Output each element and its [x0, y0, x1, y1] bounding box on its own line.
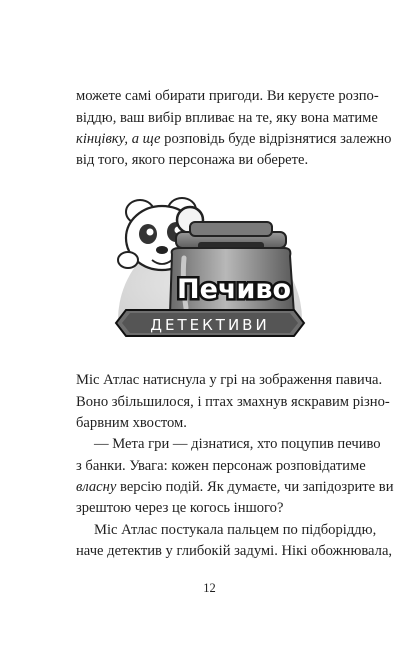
text-run: розповідь буде відрізнятися залежно [160, 131, 392, 147]
paragraph-1-line-1: можете самі обирати пригоди. Ви керуєте розпо- [76, 88, 379, 104]
text-run: версію подій. Як думаєте, чи запідозрите ви [116, 479, 394, 495]
paragraph-1-line-2: віддю, ваш вибір впливає на те, яку вона матиме [76, 110, 378, 126]
paragraph-1-line-3 [76, 129, 392, 149]
logo-word-cookie: Печиво [177, 274, 291, 305]
logo-word-detectives: ДЕТЕКТИВИ [150, 316, 270, 334]
italic-word-ending: кінцівку, [76, 131, 132, 147]
paragraph-1-line-4: від того, якого персонажа ви оберете. [76, 152, 309, 168]
italic-word: власну [76, 479, 117, 495]
paragraph-4-line-1: Міс Атлас постукала пальцем по підборіддю, [94, 522, 377, 538]
paragraph-2-line-3: барвним хвостом. [76, 415, 187, 431]
paragraph-3-line-3 [76, 477, 394, 497]
italic-phrase: а ще [131, 131, 161, 147]
paragraph-3-line-1: — Мета гри — дізнатися, хто поцупив печиво [94, 436, 381, 452]
paragraph-4-line-2: наче детектив у глибокій задумі. Нікі обожнювала, [76, 543, 393, 559]
page-number: 12 [203, 581, 216, 595]
cookie-detectives-logo [100, 180, 320, 348]
paragraph-2-line-2: Воно збільшилося, і птах змахнув яскравим різно- [76, 394, 390, 410]
paragraph-3-line-2: з банки. Увага: кожен персонаж розповідатиме [76, 458, 366, 474]
paragraph-3-line-4: зрештою через це когось іншого? [76, 500, 284, 516]
paragraph-2-line-1: Міс Атлас натиснула у грі на зображення павича. [76, 372, 383, 388]
